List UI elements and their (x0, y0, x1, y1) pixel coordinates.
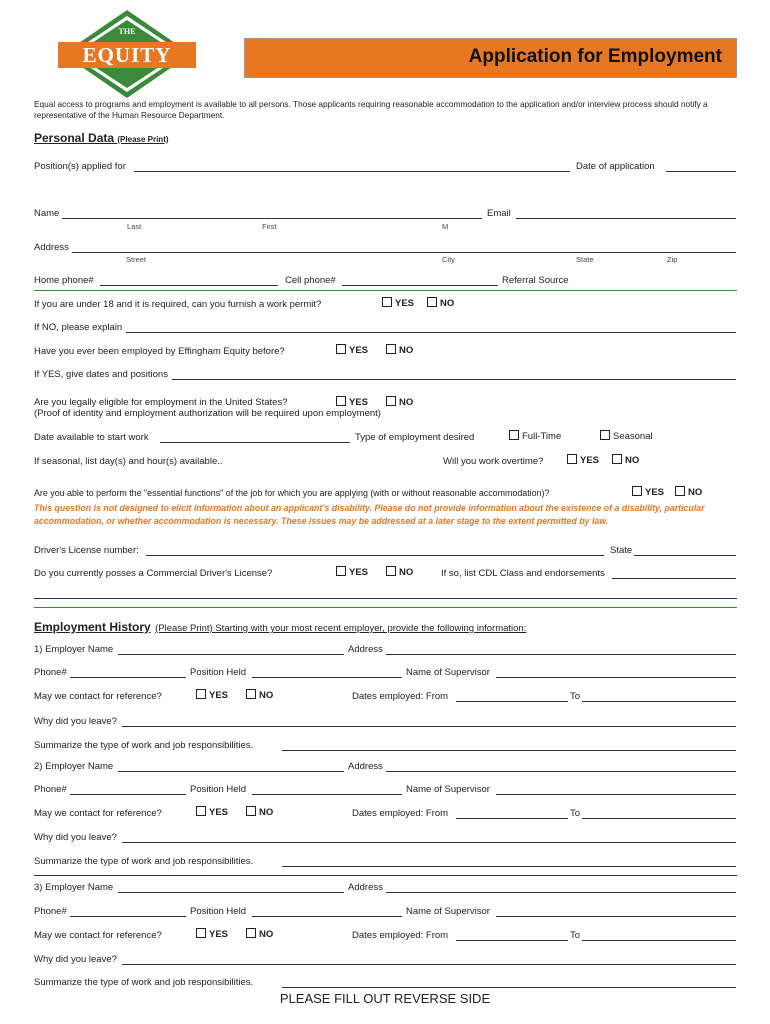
checkbox[interactable] (386, 344, 396, 354)
checkbox[interactable] (386, 566, 396, 576)
employer-phone-label: Phone# (34, 667, 67, 678)
name-first-sub: First (262, 222, 277, 231)
employer-name-label: 2) Employer Name (34, 761, 114, 772)
checkbox[interactable] (600, 430, 610, 440)
employed-yes[interactable]: YES (336, 344, 368, 356)
supervisor-label: Name of Supervisor (406, 667, 490, 678)
employer-name-label: 3) Employer Name (34, 882, 114, 893)
dates-from-field[interactable] (456, 818, 568, 819)
checkbox[interactable] (336, 566, 346, 576)
addr-state-sub: State (576, 255, 594, 264)
license-state-field[interactable] (634, 555, 736, 556)
ifyes-label: If YES, give dates and positions (34, 369, 168, 380)
supervisor-field[interactable] (496, 677, 736, 678)
employer-phone-field[interactable] (70, 916, 186, 917)
equity-logo (58, 8, 196, 100)
why-leave-field[interactable] (122, 726, 736, 727)
dates-to-field[interactable] (582, 701, 736, 702)
employment-history-heading (34, 618, 526, 636)
position-held-label: Position Held (190, 906, 246, 917)
checkbox[interactable] (567, 454, 577, 464)
contact-no[interactable]: NO (246, 928, 273, 940)
personal-data-title: Personal Data (34, 131, 115, 145)
employer-address-label: Address (348, 761, 383, 772)
overtime-question: Will you work overtime? (443, 456, 544, 467)
license-label: Driver's License number: (34, 545, 139, 556)
personal-data-heading (34, 131, 169, 145)
employer-phone-field[interactable] (70, 794, 186, 795)
email-field[interactable] (516, 218, 736, 219)
essential-no[interactable]: NO (675, 486, 702, 498)
under18-no[interactable]: NO (427, 297, 454, 309)
cdl-list-label: If so, list CDL Class and endorsements (441, 568, 605, 579)
employer-phone-label: Phone# (34, 784, 67, 795)
type-desired-label: Type of employment desired (355, 432, 475, 443)
cdl-no[interactable]: NO (386, 566, 413, 578)
employed-no[interactable]: NO (386, 344, 413, 356)
cdl-question: Do you currently posses a Commercial Driver's License? (34, 568, 273, 579)
divider (34, 607, 737, 608)
supervisor-field[interactable] (496, 916, 736, 917)
employment-history-intro: (Please Print) Starting with your most recent employer, provide the following information: (155, 623, 527, 634)
cell-phone-label: Cell phone# (285, 275, 336, 286)
why-leave-label: Why did you leave? (34, 832, 117, 843)
ifno-label: If NO, please explain (34, 322, 123, 333)
page-title: Application for Employment (468, 46, 722, 67)
checkbox[interactable] (675, 486, 685, 496)
dates-from-field[interactable] (456, 701, 568, 702)
why-leave-label: Why did you leave? (34, 954, 117, 965)
dates-to-label: To (570, 930, 581, 941)
addr-city-sub: City (442, 255, 455, 264)
dates-to-label: To (570, 691, 581, 702)
dates-from-label: Dates employed: From (352, 808, 449, 819)
position-label: Position(s) applied for (34, 161, 126, 172)
title-box (244, 38, 737, 78)
employer-name-field[interactable] (118, 654, 344, 655)
ifyes-field[interactable] (172, 379, 736, 380)
position-held-label: Position Held (190, 667, 246, 678)
position-field[interactable] (134, 171, 570, 172)
summarize-label: Summarize the type of work and job responsibilities. (34, 740, 254, 751)
essential-disclaimer: This question is not designed to elicit information about an applicant's disability. Please do not provide information about the existence of a disability, particular accommodation, or whether accommodation is necessary. These issues may be addressed at a later stage to the extent permitted by law. (34, 503, 705, 526)
employed-before-question: Have you ever been employed by Effingham Equity before? (34, 346, 285, 357)
license-state-label: State (610, 545, 633, 556)
employer-address-label: Address (348, 644, 383, 655)
why-leave-field[interactable] (122, 964, 736, 965)
cdl-list-field[interactable] (612, 578, 736, 579)
contact-yes[interactable]: YES (196, 928, 228, 940)
home-phone-field[interactable] (100, 285, 278, 286)
checkbox[interactable] (246, 806, 256, 816)
email-label: Email (487, 208, 511, 219)
position-held-field[interactable] (252, 794, 402, 795)
fulltime-option[interactable]: Full-Time (509, 430, 561, 442)
employer-address-field[interactable] (386, 892, 736, 893)
contact-reference-question: May we contact for reference? (34, 930, 162, 941)
employer-name-field[interactable] (118, 771, 344, 772)
date-start-label: Date available to start work (34, 432, 149, 443)
name-label: Name (34, 208, 60, 219)
cell-phone-field[interactable] (342, 285, 498, 286)
position-held-label: Position Held (190, 784, 246, 795)
divider (34, 290, 737, 291)
addr-street-sub: Street (126, 255, 147, 264)
checkbox[interactable] (246, 689, 256, 699)
checkbox[interactable] (196, 928, 206, 938)
ifno-field[interactable] (126, 332, 736, 333)
date-application-label: Date of application (576, 161, 655, 172)
supervisor-label: Name of Supervisor (406, 784, 490, 795)
contact-reference-question: May we contact for reference? (34, 691, 162, 702)
cdl-extra-line[interactable] (34, 598, 737, 599)
checkbox[interactable] (336, 344, 346, 354)
employer-address-label: Address (348, 882, 383, 893)
summarize-label: Summarize the type of work and job responsibilities. (34, 856, 254, 867)
position-held-field[interactable] (252, 677, 402, 678)
checkbox[interactable] (196, 806, 206, 816)
checkbox[interactable] (509, 430, 519, 440)
eligible-note: (Proof of identity and employment authorization will be required upon employment) (34, 408, 381, 419)
checkbox[interactable] (246, 928, 256, 938)
dates-to-field[interactable] (582, 940, 736, 941)
contact-yes[interactable]: YES (196, 806, 228, 818)
supervisor-field[interactable] (496, 794, 736, 795)
employer-name-label: 1) Employer Name (34, 644, 114, 655)
checkbox[interactable] (386, 396, 396, 406)
overtime-no[interactable]: NO (612, 454, 639, 466)
under18-question: If you are under 18 and it is required, can you furnish a work permit? (34, 299, 322, 310)
summarize-label: Summarize the type of work and job responsibilities. (34, 977, 254, 988)
essential-question: Are you able to perform the "essential functions" of the job for which you are applying (with or without reasonable accommodation)? (34, 488, 550, 498)
eligible-yes[interactable]: YES (336, 396, 368, 408)
checkbox[interactable] (336, 396, 346, 406)
seasonal-option[interactable]: Seasonal (600, 430, 653, 442)
position-held-field[interactable] (252, 916, 402, 917)
summarize-field[interactable] (282, 750, 736, 751)
employer-address-field[interactable] (386, 654, 736, 655)
checkbox[interactable] (632, 486, 642, 496)
dates-to-label: To (570, 808, 581, 819)
equal-access-notice: Equal access to programs and employment is available to all persons. Those applicants requiring reasonable accommodation to the application and/or interview process should notify a representative of the Human Resource Department. (34, 99, 708, 120)
supervisor-label: Name of Supervisor (406, 906, 490, 917)
employment-history-title: Employment History (34, 620, 151, 634)
date-application-field[interactable] (666, 171, 736, 172)
seasonal-days-label: If seasonal, list day(s) and hour(s) available.. (34, 456, 223, 467)
dates-from-label: Dates employed: From (352, 691, 449, 702)
personal-data-note: (Please Print) (117, 135, 169, 144)
name-last-sub: Last (127, 222, 142, 231)
overtime-yes[interactable]: YES (567, 454, 599, 466)
dates-to-field[interactable] (582, 818, 736, 819)
contact-yes[interactable]: YES (196, 689, 228, 701)
summarize-field[interactable] (282, 987, 736, 988)
logo-name: EQUITY (82, 43, 172, 67)
license-field[interactable] (146, 555, 604, 556)
contact-no[interactable]: NO (246, 689, 273, 701)
address-label: Address (34, 242, 69, 253)
eligible-question: Are you legally eligible for employment in the United States? (34, 397, 288, 408)
why-leave-label: Why did you leave? (34, 716, 117, 727)
summarize-field[interactable] (282, 866, 736, 867)
checkbox[interactable] (612, 454, 622, 464)
address-field[interactable] (72, 252, 736, 253)
cdl-yes[interactable]: YES (336, 566, 368, 578)
why-leave-field[interactable] (122, 842, 736, 843)
home-phone-label: Home phone# (34, 275, 94, 286)
employer-phone-label: Phone# (34, 906, 67, 917)
checkbox[interactable] (382, 297, 392, 307)
under18-yes[interactable]: YES (382, 297, 414, 309)
employer-address-field[interactable] (386, 771, 736, 772)
summarize-extra-line[interactable] (34, 875, 737, 876)
eligible-no[interactable]: NO (386, 396, 413, 408)
referral-label: Referral Source (502, 275, 569, 286)
reverse-side-footer: PLEASE FILL OUT REVERSE SIDE (279, 991, 491, 1006)
checkbox[interactable] (427, 297, 437, 307)
name-m-sub: M (442, 222, 449, 231)
addr-zip-sub: Zip (667, 255, 678, 264)
employer-phone-field[interactable] (70, 677, 186, 678)
name-field[interactable] (62, 218, 482, 219)
checkbox[interactable] (196, 689, 206, 699)
logo-the: THE (118, 27, 136, 36)
date-start-field[interactable] (160, 442, 350, 443)
employer-name-field[interactable] (118, 892, 344, 893)
dates-from-label: Dates employed: From (352, 930, 449, 941)
essential-yes[interactable]: YES (632, 486, 664, 498)
contact-no[interactable]: NO (246, 806, 273, 818)
dates-from-field[interactable] (456, 940, 568, 941)
contact-reference-question: May we contact for reference? (34, 808, 162, 819)
